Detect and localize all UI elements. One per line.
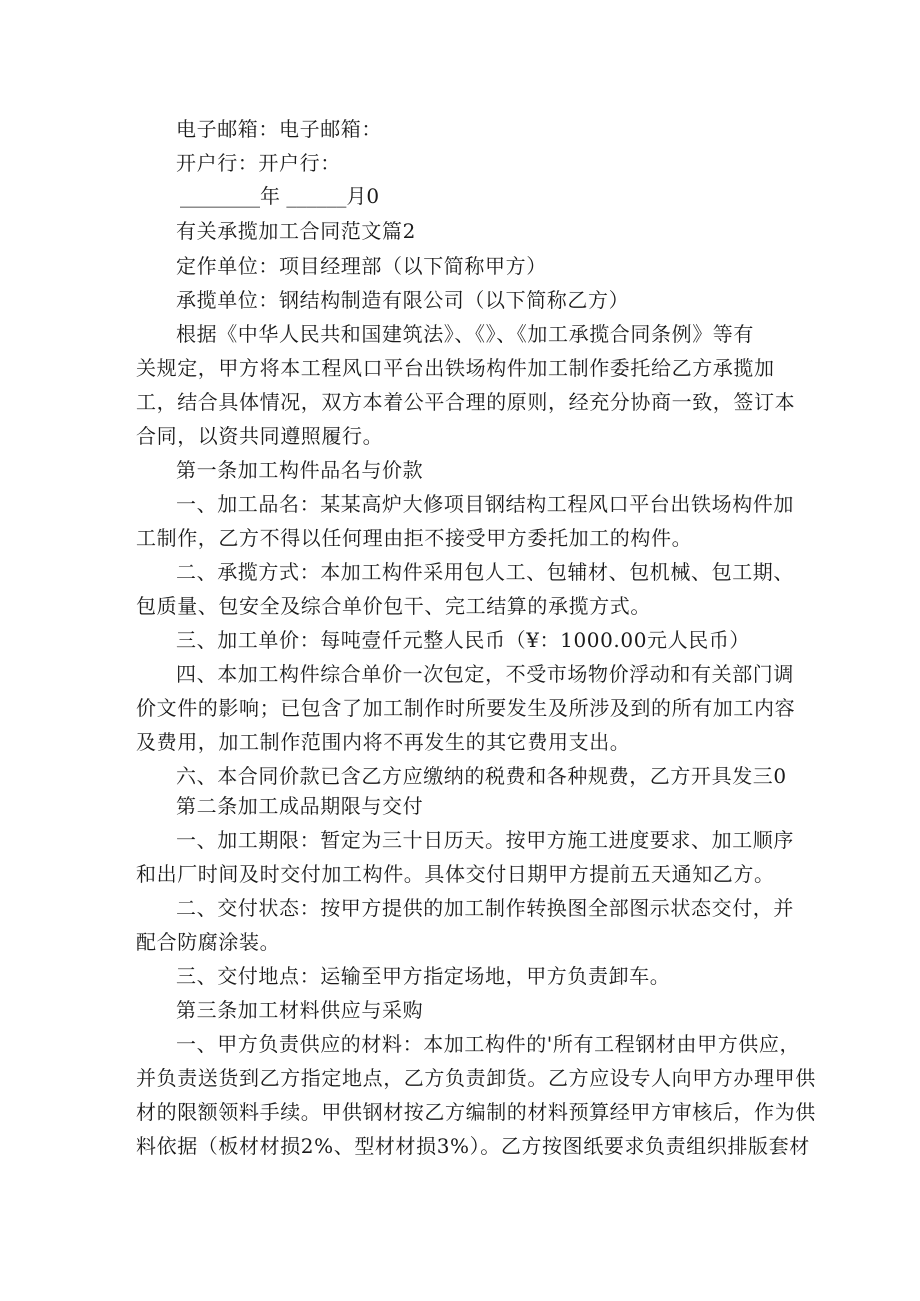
paragraph-line: 六、本合同价款已含乙方应缴纳的税费和各种规费，乙方开具发三0: [176, 764, 787, 788]
paragraph-line: 材的限额领料手续。甲供钢材按乙方编制的材料预算经甲方审核后，作为供: [136, 1100, 816, 1124]
paragraph-line: 工，结合具体情况，双方本着公平合理的原则，经充分协商一致，签订本: [136, 390, 796, 414]
paragraph-line: 及费用，加工制作范围内将不再发生的其它费用支出。: [136, 730, 631, 754]
paragraph-line: 关规定，甲方将本工程风口平台出铁场构件加工制作委托给乙方承揽加: [136, 356, 775, 380]
paragraph-line: 二、承揽方式：本加工构件采用包人工、包辅材、包机械、包工期、: [176, 560, 794, 584]
paragraph-line: 三、交付地点：运输至甲方指定场地，甲方负责卸车。: [176, 964, 671, 988]
paragraph-line: 和出厂时间及时交付加工构件。具体交付日期甲方提前五天通知乙方。: [136, 862, 775, 886]
paragraph-line: 四、本加工构件综合单价一次包定，不受市场物价浮动和有关部门调: [176, 662, 794, 686]
paragraph-line: 二、交付状态：按甲方提供的加工制作转换图全部图示状态交付，并: [176, 896, 794, 920]
party-b-line: 承揽单位：钢结构制造有限公司（以下简称乙方）: [176, 288, 630, 312]
paragraph-line: 并负责送货到乙方指定地点，乙方负责卸货。乙方应设专人向甲方办理甲供: [136, 1066, 816, 1090]
paragraph-line: 一、加工品名：某某高炉大修项目钢结构工程风口平台出铁场构件加: [176, 492, 794, 516]
section-title: 有关承揽加工合同范文篇2: [176, 219, 416, 243]
email-line: 电子邮箱：电子邮箱：: [176, 117, 382, 141]
paragraph-line: 价文件的影响；已包含了加工制作时所要发生及所涉及到的所有加工内容: [136, 696, 796, 720]
party-a-line: 定作单位：项目经理部（以下简称甲方）: [176, 254, 547, 278]
paragraph-line: 配合防腐涂装。: [136, 930, 281, 954]
paragraph-line: 合同，以资共同遵照履行。: [136, 424, 384, 448]
paragraph-line: 一、加工期限：暂定为三十日历天。按甲方施工进度要求、加工顺序: [176, 828, 794, 852]
article-heading: 第一条加工构件品名与价款: [176, 458, 424, 482]
paragraph-line: 根据《中华人民共和国建筑法》、《》、《加工承揽合同条例》等有: [176, 322, 754, 346]
article-heading: 第三条加工材料供应与采购: [176, 998, 424, 1022]
paragraph-line: 工制作，乙方不得以任何理由拒不接受甲方委托加工的构件。: [136, 526, 693, 550]
article-heading: 第二条加工成品期限与交付: [176, 794, 424, 818]
date-line: ________年 ______月0: [180, 184, 380, 208]
bank-line: 开户行：开户行：: [176, 151, 341, 175]
paragraph-line: 料依据（板材材损2%、型材材损3%）。乙方按图纸要求负责组织排版套材: [136, 1134, 810, 1158]
paragraph-line: 三、加工单价：每吨壹仟元整人民币（¥：1000.00元人民币）: [176, 628, 751, 652]
paragraph-line: 包质量、包安全及综合单价包干、完工结算的承揽方式。: [136, 594, 651, 618]
paragraph-line: 一、甲方负责供应的材料：本加工构件的'所有工程钢材由甲方供应，: [176, 1032, 801, 1056]
